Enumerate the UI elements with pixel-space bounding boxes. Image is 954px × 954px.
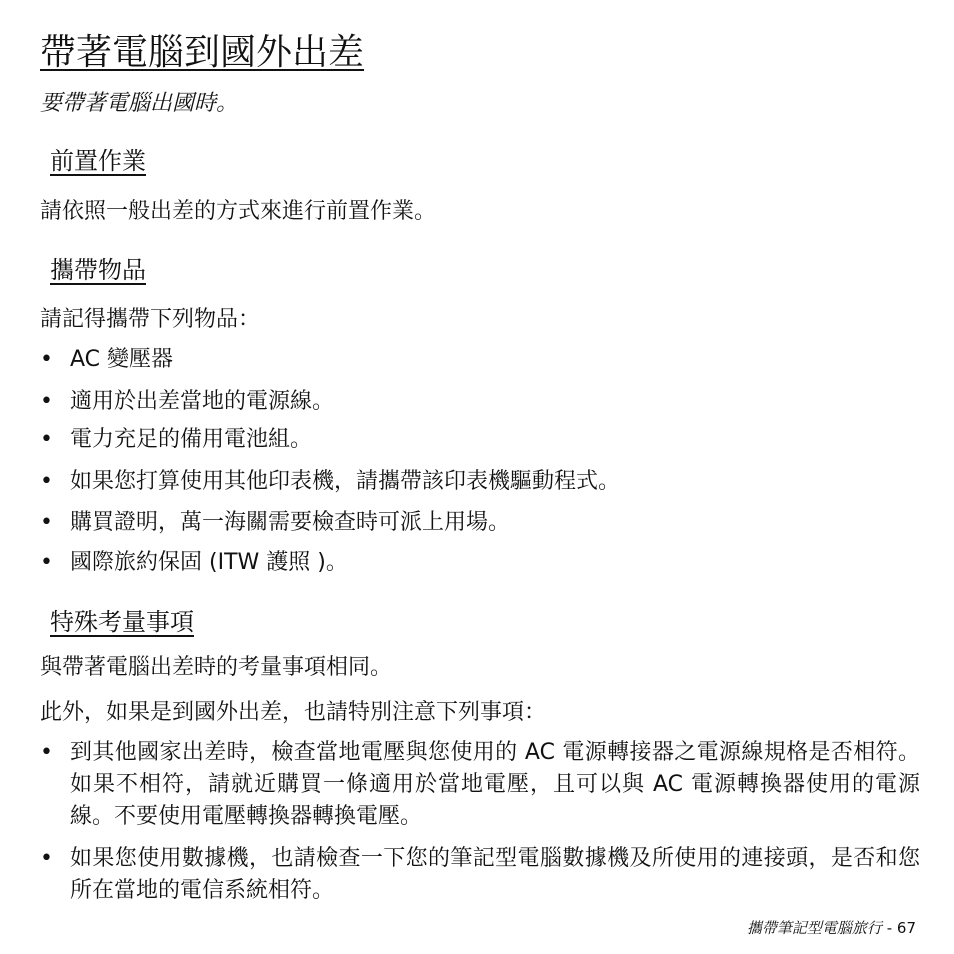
- page-title: 帶著電腦到國外出差: [40, 32, 365, 73]
- section-heading-special-considerations: 特殊考量事項: [50, 608, 194, 636]
- list-item-text: 電力充足的備用電池組。: [70, 427, 313, 452]
- list-item: [40, 466, 920, 498]
- list-item-text: 國際旅約保固 (ITW 護照 )。: [70, 550, 348, 575]
- bullet-icon: •: [40, 427, 53, 452]
- footer-title: 攜帶筆記型電腦旅行: [746, 919, 882, 937]
- bullet-icon: •: [40, 469, 53, 494]
- section-paragraph: 請依照一般出差的方式來進行前置作業。: [40, 199, 437, 224]
- bullet-icon: •: [40, 740, 53, 765]
- section-paragraph: 請記得攜帶下列物品：: [40, 307, 261, 332]
- list-item: [40, 424, 920, 456]
- section-paragraph: 與帶著電腦出差時的考量事項相同。: [40, 655, 393, 680]
- list-item-text: 如果您打算使用其他印表機，請攜帶該印表機驅動程式。: [70, 469, 621, 494]
- section-heading-items: 攜帶物品: [50, 256, 146, 284]
- list-item-text: 適用於出差當地的電源線。: [70, 389, 335, 414]
- list-item: [40, 547, 920, 579]
- bullet-icon: •: [40, 846, 53, 871]
- bullet-icon: •: [40, 510, 53, 535]
- bullet-icon: •: [40, 550, 53, 575]
- list-item: [40, 386, 920, 418]
- bullet-icon: •: [40, 347, 53, 372]
- section-heading-preparation: 前置作業: [50, 147, 146, 175]
- footer-separator: -: [886, 919, 893, 937]
- page-subtitle: 要帶著電腦出國時。: [40, 91, 239, 116]
- list-item-text: 購買證明，萬一海關需要檢查時可派上用場。: [70, 510, 511, 535]
- list-item-text: AC 變壓器: [70, 347, 174, 372]
- list-item: [40, 843, 920, 907]
- section-paragraph: 此外，如果是到國外出差，也請特別注意下列事項：: [40, 700, 547, 725]
- list-item: [40, 737, 920, 833]
- page-number: 67: [896, 919, 916, 937]
- list-item-text: 如果您使用數據機，也請檢查一下您的筆記型電腦數據機及所使用的連接頭，是否和您所在當地的電信系統相符。: [70, 846, 920, 903]
- list-item: [40, 507, 920, 539]
- page-footer: [747, 917, 916, 939]
- list-item: [40, 344, 920, 376]
- list-item-text: 到其他國家出差時，檢查當地電壓與您使用的 AC 電源轉接器之電源線規格是否相符。如果不相符，請就近購買一條適用於當地電壓，且可以與 AC 電源轉換器使用的電源線。不要使用電壓轉換器轉換電壓。: [70, 740, 920, 829]
- bullet-icon: •: [40, 389, 53, 414]
